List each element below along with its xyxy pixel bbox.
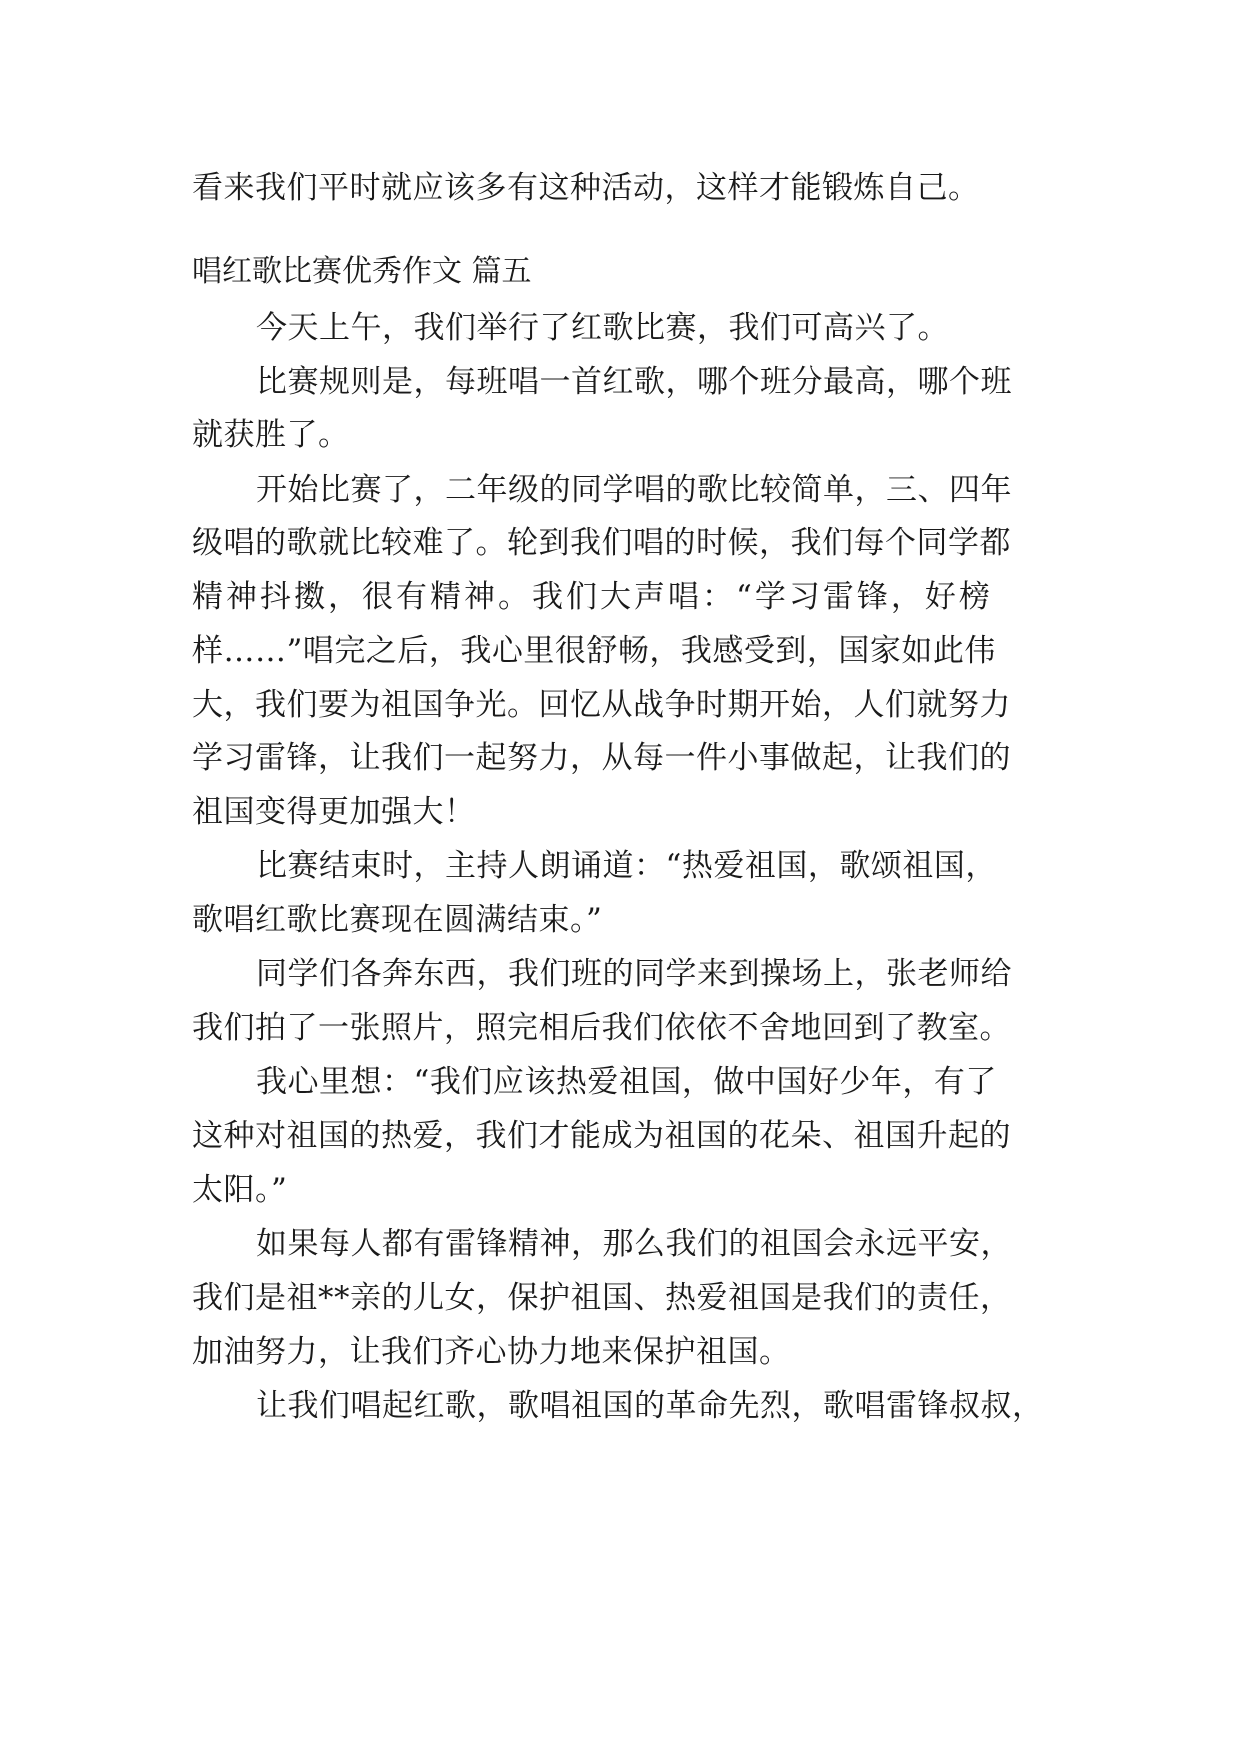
- paragraph-line: 加油努力，让我们齐心协力地来保护祖国。: [192, 1334, 791, 1370]
- paragraph-line: 我们拍了一张照片，照完相后我们依依不舍地回到了教室。: [192, 1010, 1011, 1046]
- paragraph-line: 太阳。”: [192, 1172, 288, 1208]
- section-title: 唱红歌比赛优秀作文 篇五: [192, 254, 532, 289]
- paragraph-line: 歌唱红歌比赛现在圆满结束。”: [192, 902, 603, 938]
- paragraph-line: 比赛结束时，主持人朗诵道：“热爱祖国，歌颂祖国，: [256, 848, 997, 884]
- paragraph-line: 同学们各奔东西，我们班的同学来到操场上，张老师给: [256, 956, 1012, 992]
- paragraph-line: 我们是祖**亲的儿女，保护祖国、热爱祖国是我们的责任，: [192, 1280, 1012, 1316]
- paragraph-line: 如果每人都有雷锋精神，那么我们的祖国会永远平安，: [256, 1226, 1012, 1262]
- paragraph-line: 学习雷锋，让我们一起努力，从每一件小事做起，让我们的: [192, 740, 1011, 776]
- paragraph-line: 这种对祖国的热爱，我们才能成为祖国的花朵、祖国升起的: [192, 1118, 1011, 1154]
- paragraph-line: 开始比赛了，二年级的同学唱的歌比较简单，三、四年: [256, 472, 1012, 508]
- paragraph-line: 级唱的歌就比较难了。轮到我们唱的时候，我们每个同学都: [192, 525, 1011, 561]
- paragraph-line: 比赛规则是，每班唱一首红歌，哪个班分最高，哪个班: [256, 364, 1012, 400]
- paragraph-line: 我心里想：“我们应该热爱祖国，做中国好少年，有了: [256, 1064, 997, 1100]
- paragraph-line: 精神抖擞，很有精神。我们大声唱：“学习雷锋，好榜: [192, 579, 993, 615]
- paragraph-line: 今天上午，我们举行了红歌比赛，我们可高兴了。: [256, 310, 949, 346]
- paragraph-line: 让我们唱起红歌，歌唱祖国的革命先烈，歌唱雷锋叔叔，: [256, 1388, 1044, 1424]
- paragraph-line: 看来我们平时就应该多有这种活动，这样才能锻炼自己。: [192, 170, 980, 206]
- paragraph-line: 就获胜了。: [192, 417, 350, 453]
- paragraph-line: 大，我们要为祖国争光。回忆从战争时期开始，人们就努力: [192, 687, 1011, 723]
- paragraph-line: 样……”唱完之后，我心里很舒畅，我感受到，国家如此伟: [192, 633, 996, 669]
- paragraph-line: 祖国变得更加强大！: [192, 794, 476, 830]
